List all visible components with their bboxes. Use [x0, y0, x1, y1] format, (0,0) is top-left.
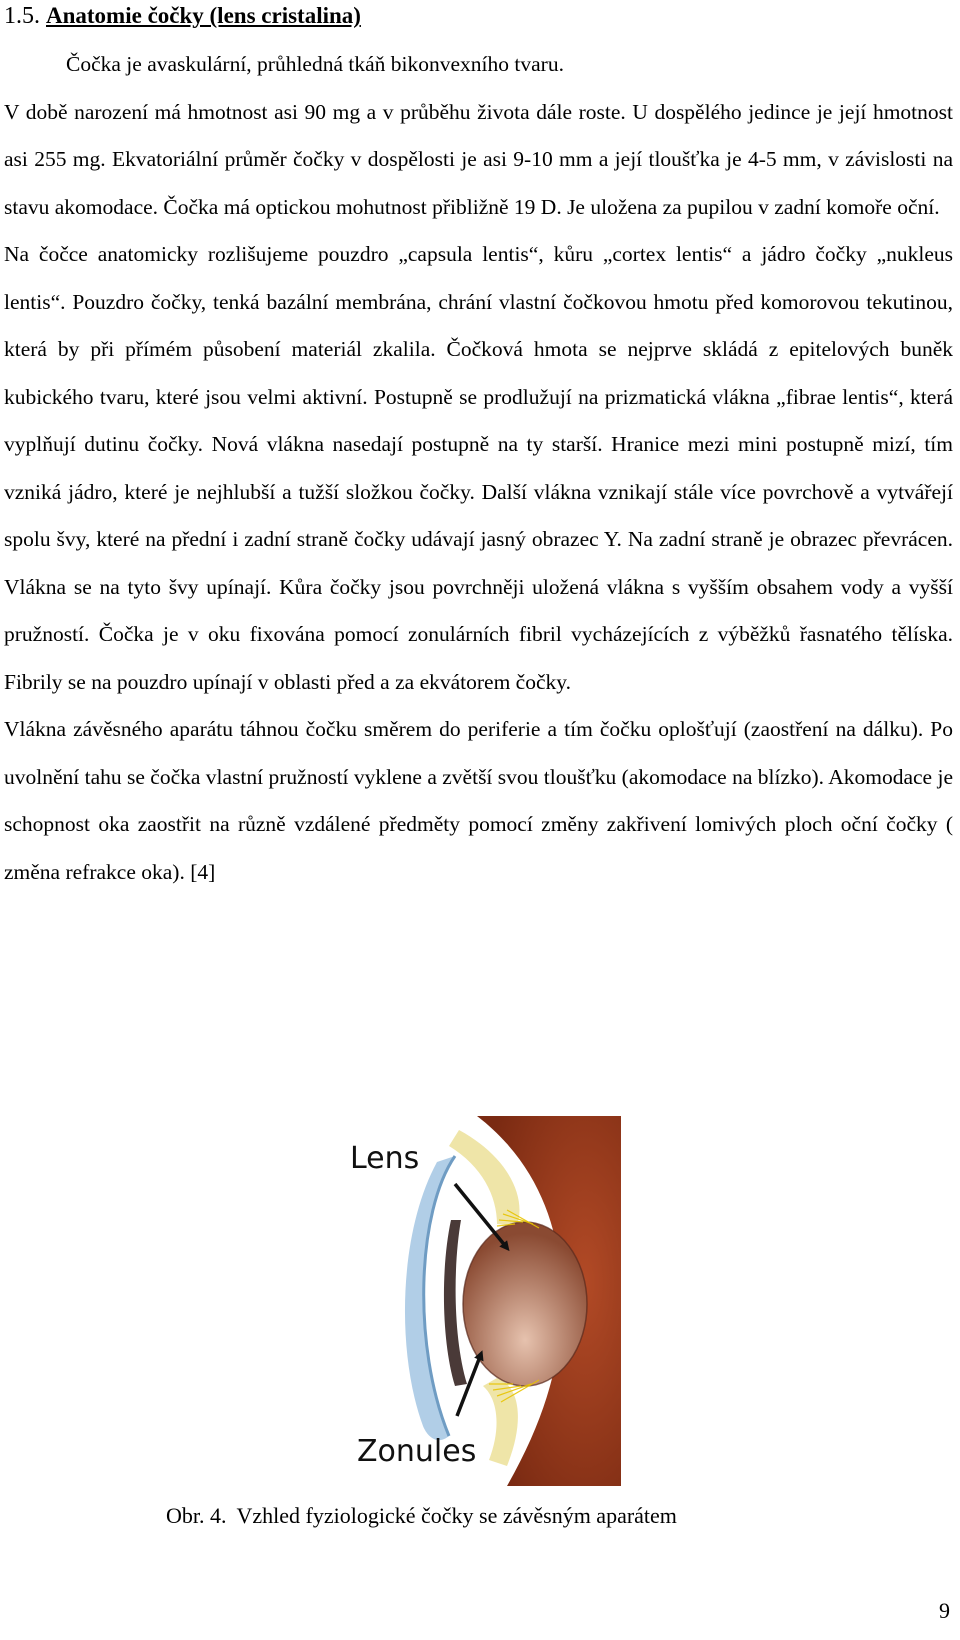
sclera-band-lower [483, 1378, 518, 1466]
body-text [4, 41, 953, 896]
lens-illustration [350, 1116, 621, 1486]
section-heading [4, 2, 361, 30]
label-lens: Lens [350, 1141, 420, 1176]
section-number: 1.5. [4, 3, 40, 29]
paragraph-dimensions: V době narození má hmotnost asi 90 mg a v průběhu života dále roste. U dospělého jedince je její hmotnost asi 255 mg. Ekvatoriální průměr čočky v dospělosti je asi 9-10 mm a její tloušťka je 4-5 mm, v závislosti na stavu akomodace. Čočka má optickou mohutnost přibližně 19 D. Je uložena za pupilou v zadní komoře oční. [4, 99, 953, 219]
label-zonules: Zonules [357, 1434, 477, 1469]
paragraph-accommodation: Vlákna závěsného aparátu táhnou čočku směrem do periferie a tím čočku oplošťují (zaostření na dálku). Po uvolnění tahu se čočka vlastní pružností vyklene a zvětší svou tloušťku (akomodace na blízko). Akomodace je schopnost oka zaostřit na různě vzdálené předměty pomocí změny zakřivení lomivých ploch oční čočky ( změna refrakce oka). [4] [4, 717, 953, 884]
page-number: 9 [939, 1598, 950, 1623]
lens-figure [350, 1116, 621, 1486]
section-title: Anatomie čočky (lens cristalina) [46, 3, 361, 28]
caption-text: Vzhled fyziologické čočky se závěsným aparátem [236, 1503, 677, 1528]
figure-caption [166, 1501, 677, 1531]
paragraph-intro: Čočka je avaskulární, průhledná tkáň bikonvexního tvaru. [66, 52, 564, 76]
paragraph-structure: Na čočce anatomicky rozlišujeme pouzdro „capsula lentis“, kůru „cortex lentis“ a jádro čočky „nukleus lentis“. Pouzdro čočky, tenká bazální membrána, chrání vlastní čočkovou hmotu před komorovou tekutinou, která by při přímém působení materiál zkalila. Čočková hmota se nejprve skládá z epitelových buněk kubického tvaru, které jsou velmi aktivní. Postupně se prodlužují na prizmatická vlákna „fibrae lentis“, která vyplňují dutinu čočky. Nová vlákna nasedají postupně na ty starší. Hranice mezi mini postupně mizí, tím vzniká jádro, které je nejhlubší a tužší složkou čočky. Další vlákna vznikají stále více povrchově a vytvářejí spolu švy, které na přední i zadní straně čočky udávají jasný obrazec Y. Na zadní straně je obrazec převrácen. Vlákna se na tyto švy upínají. Kůra čočky jsou povrchněji uložená vlákna s vyšším obsahem vody a vyšší pružností. Čočka je v oku fixována pomocí zonulárních fibril vycházejících z výběžků řasnatého tělíska. Fibrily se na pouzdro upínají v oblasti před a za ekvátorem čočky. [4, 242, 953, 694]
caption-label: Obr. 4. [166, 1503, 227, 1528]
